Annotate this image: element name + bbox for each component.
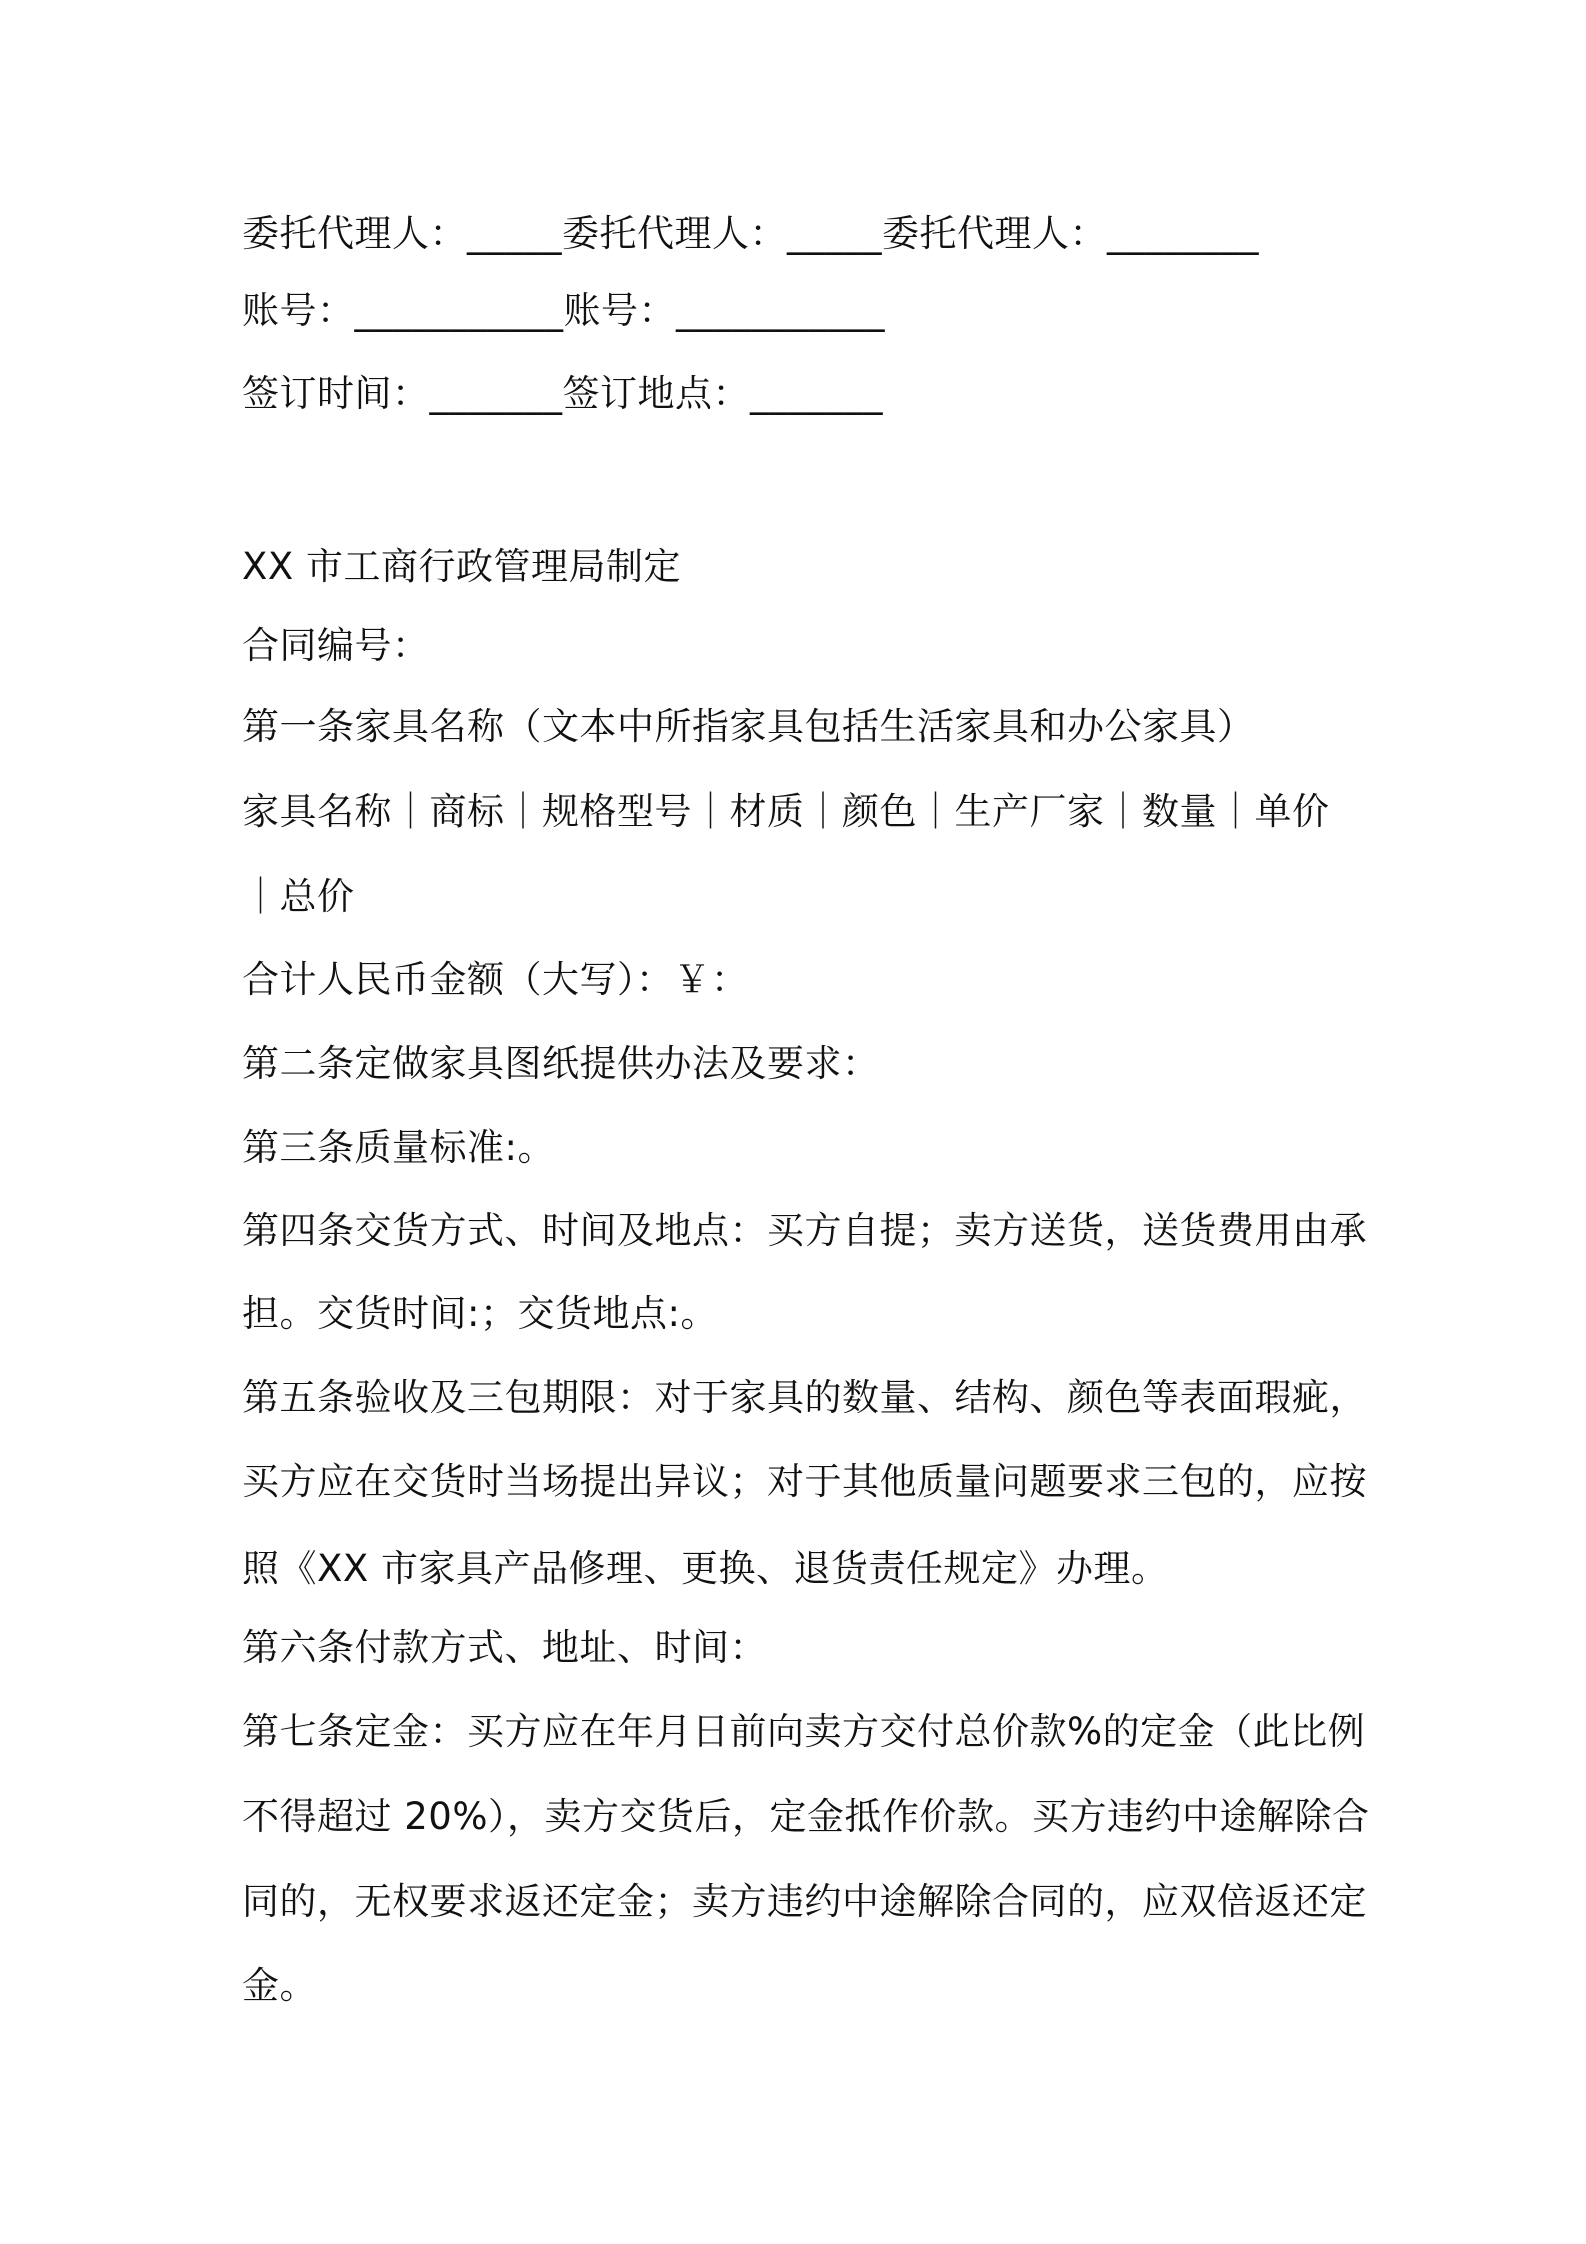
total-amount-line: 合计人民币金额（大写）：￥：: [242, 958, 749, 1001]
article-7-line-3: 同的，无权要求返还定金；卖方违约中途解除合同的，应双倍返还定: [242, 1880, 1367, 1923]
account-line: 账号：___________账号：___________: [242, 289, 885, 332]
article-7-line-4: 金。: [242, 1964, 317, 2007]
article-4-line-1: 第四条交货方式、时间及地点：买方自提；卖方送货，送货费用由承: [242, 1209, 1367, 1252]
agent-signature-line: 委托代理人：_____委托代理人：_____委托代理人：________: [242, 212, 1259, 255]
article-4-line-2: 担。交货时间:；交货地点:。: [242, 1292, 718, 1335]
table-header-line-2: ｜总价: [242, 875, 355, 918]
article-3: 第三条质量标准:。: [242, 1126, 555, 1169]
article-5-line-1: 第五条验收及三包期限：对于家具的数量、结构、颜色等表面瑕疵，: [242, 1376, 1367, 1419]
article-7-line-2: 不得超过 20%），卖方交货后，定金抵作价款。买方违约中途解除合: [242, 1795, 1370, 1838]
article-5-line-2: 买方应在交货时当场提出异议；对于其他质量问题要求三包的，应按: [242, 1460, 1367, 1503]
article-7-line-1: 第七条定金：买方应在年月日前向卖方交付总价款%的定金（此比例: [242, 1710, 1366, 1753]
contract-number-label: 合同编号：: [242, 624, 430, 667]
article-5-line-3: 照《XX 市家具产品修理、更换、退货责任规定》办理。: [242, 1547, 1169, 1590]
signing-time-place-line: 签订时间：_______签订地点：_______: [242, 372, 883, 415]
table-header-line-1: 家具名称｜商标｜规格型号｜材质｜颜色｜生产厂家｜数量｜单价: [242, 790, 1330, 833]
article-2: 第二条定做家具图纸提供办法及要求：: [242, 1042, 880, 1085]
article-1-title: 第一条家具名称（文本中所指家具包括生活家具和办公家具）: [242, 705, 1255, 748]
issuer-line: XX 市工商行政管理局制定: [242, 545, 681, 588]
article-6: 第六条付款方式、地址、时间：: [242, 1626, 767, 1669]
